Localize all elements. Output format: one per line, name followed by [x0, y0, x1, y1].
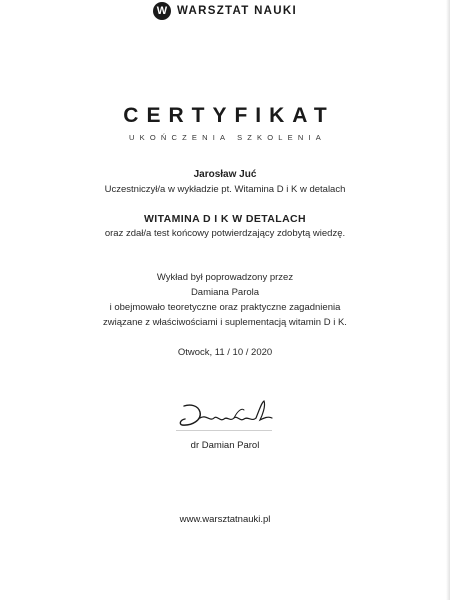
logo-mark-icon: W — [153, 2, 171, 20]
brand-logo — [0, 2, 450, 20]
brand-name: WARSZTAT NAUKI — [177, 5, 297, 17]
signer-name: dr Damian Parol — [190, 440, 260, 451]
related-topics-text: związane z właściwościami i suplementacją witamin D i K. — [103, 317, 347, 328]
lecture-intro-text: Wykład był poprowadzony przez — [156, 272, 294, 283]
page-edge-shadow — [446, 0, 450, 600]
lecturer-name: Damiana Parola — [190, 287, 260, 298]
covered-topics-text: i obejmowało teoretyczne oraz praktyczne zagadnienia — [109, 302, 341, 313]
course-title: WITAMINA D I K W DETALACH — [143, 213, 307, 225]
test-text: oraz zdał/a test końcowy potwierdzający zdobytą wiedzę. — [104, 228, 346, 239]
participant-name: Jarosław Juć — [193, 169, 257, 180]
website-url: www.warsztatnauki.pl — [179, 514, 271, 525]
certificate-title: CERTYFIKAT — [123, 104, 335, 127]
signature-line — [176, 430, 272, 431]
place-date: Otwock, 11 / 10 / 2020 — [177, 347, 273, 358]
participation-text: Uczestniczył/a w wykładzie pt. Witamina D i K w detalach — [104, 184, 346, 195]
certificate-subtitle: UKOŃCZENIA SZKOLENIA — [129, 133, 326, 142]
handwritten-signature — [176, 398, 276, 432]
